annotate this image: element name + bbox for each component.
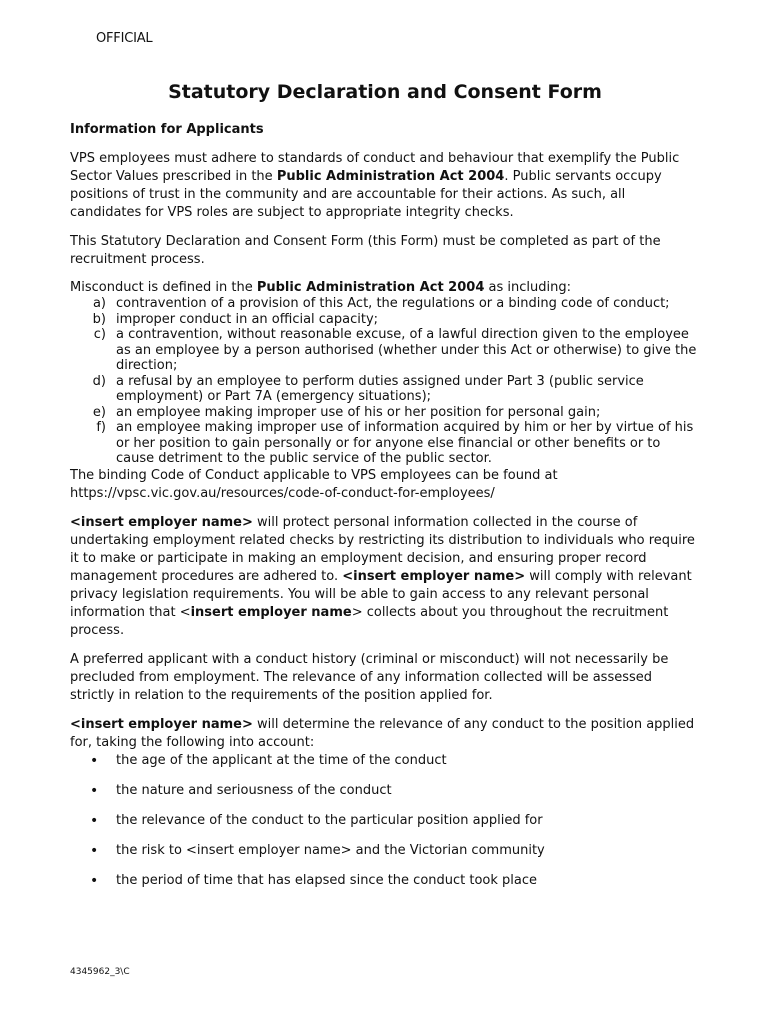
list-item <box>70 782 700 800</box>
relevance-factors-list <box>70 752 700 890</box>
list-item-text: a contravention, without reasonable excuse, of a lawful direction given to the employee as an employee by a person authorised (whether under this Act or otherwise) to give the direction; <box>116 327 697 373</box>
factor-text: the age of the applicant at the time of the conduct <box>116 752 447 768</box>
form-purpose-paragraph: This Statutory Declaration and Consent Form (this Form) must be completed as part of the recruitment process. <box>70 234 661 267</box>
intro-text-1: VPS employees must adhere to standards of conduct and behaviour that exemplify the Public Sector Values prescribed in the <box>70 151 680 184</box>
factor-text: the relevance of the conduct to the particular position applied for <box>116 812 543 828</box>
list-marker: a) <box>92 296 106 311</box>
misconduct-intro <box>70 280 700 296</box>
privacy-paragraph <box>70 514 700 640</box>
list-marker: c) <box>93 327 106 342</box>
bullet-icon: • <box>90 782 99 799</box>
employer-placeholder: <insert employer name> <box>342 568 526 584</box>
factor-text: the nature and seriousness of the conduct <box>116 782 392 798</box>
list-marker: b) <box>92 311 106 327</box>
code-of-conduct-paragraph <box>70 467 700 503</box>
list-item <box>70 312 700 328</box>
list-item-text: an employee making improper use of information acquired by him or her by virtue of his or her position to gain personally or for anyone else financial or other benefits or to cause detriment to the public service of the public sector. <box>116 420 694 466</box>
section-heading: Information for Applicants <box>70 122 264 137</box>
list-item <box>70 296 700 312</box>
employer-placeholder: <insert employer name> <box>70 514 253 530</box>
bullet-icon: • <box>90 842 99 859</box>
bullet-icon: • <box>90 812 99 829</box>
factor-text: the period of time that has elapsed since the conduct took place <box>116 872 538 888</box>
misconduct-intro-text-2: as including: <box>484 280 571 295</box>
code-of-conduct-text: The binding Code of Conduct applicable to VPS employees can be found at <box>70 467 558 483</box>
bullet-icon: • <box>90 752 99 769</box>
intro-text-2: . Public servants occupy positions of trust in the community and are accountable for their actions. As such, all candidates for VPS roles are subject to appropriate integrity checks. <box>70 169 662 220</box>
list-item <box>70 812 700 830</box>
classification-label: OFFICIAL <box>96 31 153 46</box>
list-marker: e) <box>92 404 106 420</box>
list-item <box>70 420 700 467</box>
privacy-text-2: will comply with relevant privacy legislation requirements. You will be able to gain access to any relevant personal information that < <box>70 568 692 620</box>
misconduct-act-name: Public Administration Act 2004 <box>256 280 485 295</box>
preferred-applicant-paragraph: A preferred applicant with a conduct history (criminal or misconduct) will not necessarily be precluded from employment. The relevance of any information collected will be assessed strictly in relation to the requirements of the position applied for. <box>70 651 669 703</box>
intro-paragraph <box>70 150 700 222</box>
misconduct-list <box>70 296 700 467</box>
list-item-text: contravention of a provision of this Act, the regulations or a binding code of conduct; <box>116 296 670 311</box>
employer-placeholder: <insert employer name> <box>70 716 253 732</box>
list-item <box>70 842 700 860</box>
document-id: 4345962_3\C <box>70 967 130 977</box>
list-marker: f) <box>96 420 106 435</box>
list-item-text: a refusal by an employee to perform duties assigned under Part 3 (public service employment) or Part 7A (emergency situations); <box>116 373 644 404</box>
list-item <box>70 752 700 770</box>
misconduct-intro-text-1: Misconduct is defined in the <box>70 280 257 295</box>
privacy-text-3: > collects about you throughout the recruitment process. <box>70 604 669 638</box>
bullet-icon: • <box>90 872 99 889</box>
list-marker: d) <box>92 373 106 389</box>
act-name: Public Administration Act 2004 <box>276 169 505 184</box>
list-item <box>70 405 700 421</box>
code-of-conduct-url: https://vpsc.vic.gov.au/resources/code-of-conduct-for-employees/ <box>70 485 495 501</box>
privacy-text-1: will protect personal information collected in the course of undertaking employment related checks by restricting its distribution to individuals who require it to make or participate in making an employment decision, and ensuring proper record management procedures are adhered to. <box>70 514 695 584</box>
factor-text: the risk to <insert employer name> and the Victorian community <box>116 842 545 858</box>
page-title: Statutory Declaration and Consent Form <box>168 81 602 103</box>
list-item <box>70 872 700 890</box>
employer-placeholder: insert employer name <box>190 604 352 620</box>
relevance-intro <box>70 716 700 752</box>
list-item <box>70 374 700 405</box>
list-item-text: an employee making improper use of his or her position for personal gain; <box>116 404 601 420</box>
document-body <box>70 121 700 902</box>
list-item <box>70 327 700 374</box>
list-item-text: improper conduct in an official capacity; <box>116 311 379 327</box>
relevance-text: will determine the relevance of any conduct to the position applied for, taking the following into account: <box>70 716 695 750</box>
